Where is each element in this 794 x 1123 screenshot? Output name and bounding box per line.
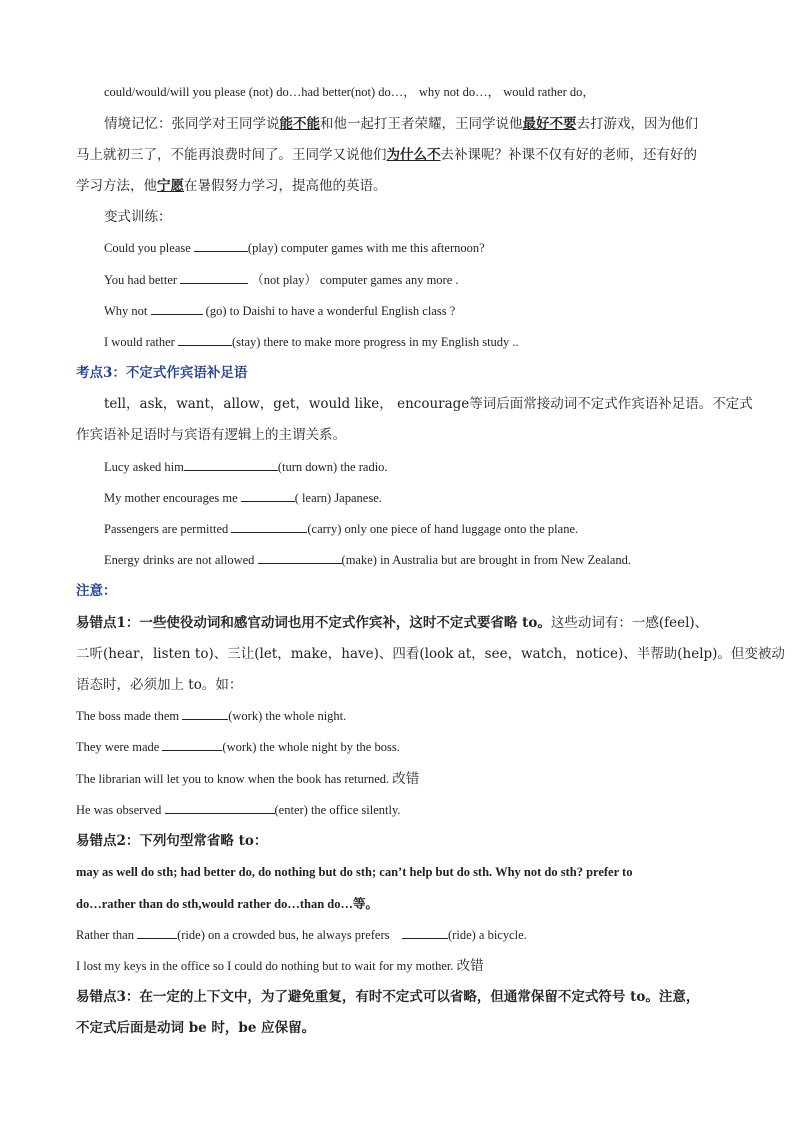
section-body-line-1: tell，ask，want，allow，get，would like， encourage等词后面常接动词不定式作宾语补足语。不定式 [104, 396, 753, 412]
pitfall-2-line-2: do…rather than do sth,would rather do…than do…等。 [76, 897, 379, 911]
exercise-line: Passengers are permitted (carry) only one piece of hand luggage onto the plane. [104, 522, 579, 536]
answer-blank[interactable] [180, 271, 248, 284]
exercise-line: I would rather (stay) there to make more progress in my English study .. [104, 335, 519, 349]
section-body-line-2: 作宾语补足语时与宾语有逻辑上的主谓关系。 [76, 427, 346, 443]
memory-paragraph-line-1: 情境记忆：张同学对王同学说能不能和他一起打王者荣耀，王同学说他最好不要去打游戏，因为他们 [104, 116, 698, 132]
correction-exercise: The librarian will let you to know when the book has returned. 改错 [76, 771, 420, 786]
pitfall-2-line-1: may as well do sth; had better do, do nothing but do sth; can’t help but do sth. Why not do sth? prefer to [76, 865, 633, 879]
memory-key-phrase: 能不能 [279, 116, 320, 132]
exercise-line: Why not (go) to Daishi to have a wonderful English class ? [104, 304, 456, 318]
memory-paragraph-line-3: 学习方法，他宁愿在暑假努力学习，提高他的英语。 [76, 178, 387, 194]
answer-blank[interactable] [184, 458, 278, 471]
exercise-line: He was observed (enter) the office silently. [76, 803, 401, 817]
memory-key-phrase: 为什么不 [386, 147, 441, 163]
answer-blank[interactable] [241, 489, 295, 502]
pitfall-2-title: 易错点2：下列句型常省略 to： [76, 833, 268, 849]
pitfall-1-line-2: 二听(hear，listen to)、三让(let，make，have)、四看(look at，see，watch，notice)、半帮助(help)。但变被动 [76, 646, 785, 662]
answer-blank[interactable] [165, 801, 275, 814]
memory-key-phrase: 最好不要 [522, 116, 577, 132]
answer-blank[interactable] [402, 926, 448, 939]
pitfall-3-line-1: 易错点3：在一定的上下文中，为了避免重复，有时不定式可以省略，但通常保留不定式符号 to。注意， [76, 989, 700, 1005]
pitfall-1-line-3: 语态时，必须加上 to。如： [76, 677, 243, 693]
exercise-line: Energy drinks are not allowed (make) in Australia but are brought in from New Zealand. [104, 553, 632, 567]
answer-blank[interactable] [182, 707, 228, 720]
exercise-line: My mother encourages me ( learn) Japanese. [104, 491, 382, 505]
exercise-line: You had better （not play） computer games any more . [104, 273, 459, 287]
answer-blank[interactable] [178, 333, 232, 346]
exercise-line: Lucy asked him (turn down) the radio. [104, 460, 388, 474]
answer-blank[interactable] [162, 738, 222, 751]
memory-paragraph-line-2: 马上就初三了，不能再浪费时间了。王同学又说他们为什么不去补课呢？补课不仅有好的老师，还有好的 [76, 147, 697, 163]
exercise-line: The boss made them (work) the whole night. [76, 709, 347, 723]
answer-blank[interactable] [258, 551, 342, 564]
answer-blank[interactable] [137, 926, 177, 939]
pitfall-1-line-1: 易错点1：一些使役动词和感官动词也用不定式作宾补，这时不定式要省略 to。这些动词有：一感(feel)、 [76, 615, 709, 631]
exercise-line: Rather than (ride) on a crowded bus, he always prefers (ride) a bicycle. [76, 928, 527, 942]
memory-key-phrase: 宁愿 [157, 178, 184, 194]
variant-training-label: 变式训练： [104, 209, 172, 225]
exercise-line: Could you please (play) computer games with me this afternoon? [104, 241, 485, 255]
pitfall-3-line-2: 不定式后面是动词 be 时，be 应保留。 [76, 1020, 316, 1036]
section-heading: 考点3：不定式作宾语补足语 [76, 365, 248, 381]
note-heading: 注意： [76, 583, 117, 599]
pattern-list: could/would/will you please (not) do…had better(not) do…， why not do…， would rather do， [104, 85, 595, 99]
answer-blank[interactable] [151, 302, 203, 315]
exercise-line: They were made (work) the whole night by the boss. [76, 740, 400, 754]
correction-exercise: I lost my keys in the office so I could do nothing but to wait for my mother. 改错 [76, 958, 484, 973]
answer-blank[interactable] [194, 239, 248, 252]
answer-blank[interactable] [231, 520, 307, 533]
